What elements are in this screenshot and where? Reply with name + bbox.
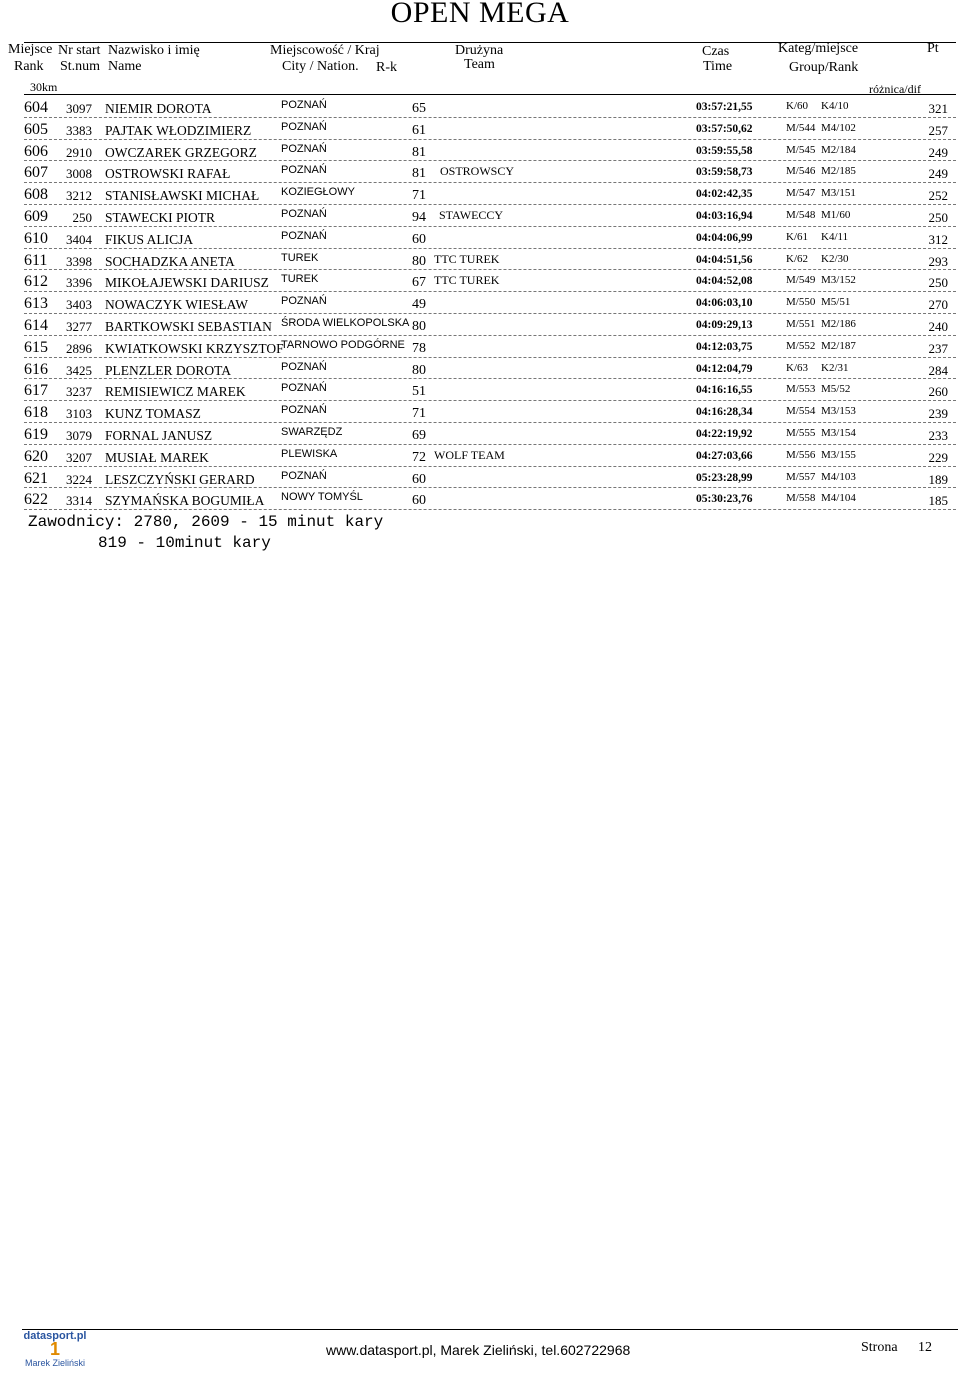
cell-group-rank: M4/103: [821, 470, 856, 483]
table-row: [24, 205, 956, 227]
cell-category: K/60: [786, 100, 808, 112]
cell-category: M/556: [786, 448, 816, 461]
cell-name: KWIATKOWSKI KRZYSZTOF: [105, 340, 284, 356]
table-row: [24, 467, 956, 489]
penalty-note-2: 819 - 10minut kary: [98, 534, 271, 552]
cell-points: 239: [928, 406, 948, 422]
cell-start-number: 3103: [66, 406, 92, 422]
cell-group-rank: K4/10: [821, 100, 849, 112]
cell-rank: 605: [24, 120, 48, 138]
cell-group-rank: M2/187: [821, 339, 856, 352]
header-rank-pl: Miejsce: [8, 42, 53, 57]
cell-city: POZNAŃ: [281, 404, 327, 417]
penalty-note-1: Zawodnicy: 2780, 2609 - 15 minut kary: [28, 513, 384, 531]
cell-rk: 71: [412, 188, 426, 204]
header-rk: R-k: [376, 60, 397, 75]
cell-time: 03:57:21,55: [696, 101, 753, 113]
header-city-pl: Miejscowość / Kraj: [270, 43, 380, 58]
cell-start-number: 3396: [66, 275, 92, 291]
cell-points: 252: [928, 188, 948, 204]
cell-category: M/548: [786, 209, 816, 221]
cell-time: 04:02:42,35: [696, 188, 753, 201]
cell-city: POZNAŃ: [281, 229, 327, 242]
cell-name: MUSIAŁ MAREK: [105, 449, 209, 465]
cell-points: 312: [928, 231, 948, 247]
cell-rk: 81: [412, 144, 426, 160]
cell-rank: 619: [24, 426, 48, 443]
cell-name: SZYMAŃSKA BOGUMIŁA: [105, 493, 265, 509]
cell-city: TUREK: [281, 273, 319, 286]
cell-start-number: 2910: [66, 144, 92, 160]
cell-rk: 80: [412, 253, 426, 269]
table-row: [24, 270, 956, 292]
cell-city: POZNAŃ: [281, 360, 327, 373]
cell-city: POZNAŃ: [281, 142, 327, 155]
cell-rank: 609: [24, 208, 48, 225]
cell-rk: 60: [412, 493, 426, 509]
cell-name: STANISŁAWSKI MICHAŁ: [105, 188, 260, 204]
cell-time: 03:59:55,58: [696, 144, 753, 157]
cell-time: 04:06:03,10: [696, 297, 753, 310]
cell-category: M/549: [786, 274, 816, 287]
cell-points: 249: [928, 144, 948, 160]
cell-group-rank: M4/102: [821, 121, 856, 134]
cell-rank: 613: [24, 295, 48, 313]
cell-rank: 621: [24, 469, 48, 487]
cell-rank: 608: [24, 186, 48, 204]
header-diff: różnica/dif: [869, 82, 921, 96]
cell-points: 237: [928, 340, 948, 356]
cell-time: 04:27:03,66: [696, 449, 753, 462]
header-team-en: Team: [464, 57, 495, 72]
cell-name: REMISIEWICZ MAREK: [105, 384, 246, 400]
cell-start-number: 3207: [66, 449, 92, 465]
cell-time: 05:30:23,76: [696, 493, 753, 506]
header-name-pl: Nazwisko i imię: [108, 43, 200, 58]
header-team-pl: Drużyna: [455, 43, 504, 58]
page-number: 12: [918, 1340, 932, 1355]
header-cat-en: Group/Rank: [789, 60, 859, 75]
header-time-en: Time: [703, 59, 733, 74]
cell-city: POZNAŃ: [281, 99, 327, 111]
cell-start-number: 3425: [66, 362, 92, 378]
cell-points: 233: [928, 428, 948, 443]
table-row: [24, 161, 956, 183]
header-nr-en: St.num: [60, 59, 101, 74]
cell-city: POZNAŃ: [281, 120, 327, 133]
cell-points: 185: [928, 493, 948, 509]
cell-group-rank: K2/31: [821, 361, 849, 374]
cell-group-rank: M3/154: [821, 427, 856, 439]
cell-points: 249: [928, 166, 948, 182]
cell-category: M/558: [786, 492, 816, 505]
cell-city: POZNAŃ: [281, 295, 327, 308]
cell-city: POZNAŃ: [281, 208, 327, 220]
cell-start-number: 3398: [66, 253, 92, 269]
header-city-en: City / Nation.: [282, 59, 359, 74]
cell-group-rank: M4/104: [821, 492, 856, 505]
cell-name: OWCZAREK GRZEGORZ: [105, 144, 257, 160]
cell-group-rank: M2/184: [821, 143, 856, 156]
table-row: [24, 379, 956, 401]
cell-name: NOWACZYK WIESŁAW: [105, 297, 249, 313]
cell-city: POZNAŃ: [281, 382, 327, 395]
cell-category: M/553: [786, 383, 816, 396]
cell-category: M/544: [786, 121, 816, 134]
cell-name: NIEMIR DOROTA: [105, 101, 212, 116]
table-row: [24, 488, 956, 510]
cell-city: PLEWISKA: [281, 447, 338, 460]
cell-time: 04:22:19,92: [696, 428, 753, 440]
cell-points: 321: [928, 101, 948, 116]
cell-rank: 614: [24, 317, 48, 334]
cell-group-rank: M3/155: [821, 448, 856, 461]
cell-group-rank: M1/60: [821, 209, 851, 221]
cell-points: 240: [928, 319, 948, 334]
cell-time: 04:12:03,75: [696, 340, 753, 353]
cell-team: WOLF TEAM: [434, 447, 505, 462]
cell-rank: 604: [24, 99, 48, 116]
cell-points: 229: [928, 449, 948, 465]
cell-rk: 67: [412, 275, 426, 291]
cell-rank: 607: [24, 164, 48, 182]
cell-rk: 78: [412, 340, 426, 356]
cell-rank: 606: [24, 142, 48, 160]
cell-start-number: 3212: [66, 188, 92, 204]
cell-time: 04:12:04,79: [696, 362, 753, 375]
cell-rk: 51: [412, 384, 426, 400]
cell-name: PAJTAK WŁODZIMIERZ: [105, 122, 252, 138]
cell-points: 260: [928, 384, 948, 400]
cell-group-rank: K4/11: [821, 230, 849, 243]
cell-group-rank: M5/51: [821, 296, 851, 309]
header-pt: Pt: [927, 41, 939, 56]
cell-start-number: 3224: [66, 471, 92, 487]
cell-rk: 80: [412, 362, 426, 378]
cell-rk: 72: [412, 449, 426, 465]
table-row: [24, 292, 956, 314]
cell-name: MIKOŁAJEWSKI DARIUSZ: [105, 275, 269, 291]
cell-category: M/547: [786, 187, 816, 200]
cell-rank: 618: [24, 404, 48, 422]
cell-team: OSTROWSCY: [440, 164, 515, 179]
cell-rank: 616: [24, 360, 48, 378]
cell-time: 04:16:16,55: [696, 384, 753, 397]
cell-start-number: 3314: [66, 493, 92, 509]
cell-city: KOZIEGŁOWY: [281, 186, 355, 199]
cell-group-rank: M3/153: [821, 405, 856, 418]
cell-group-rank: K2/30: [821, 252, 849, 265]
cell-time: 04:03:16,94: [696, 210, 753, 222]
cell-rk: 65: [412, 101, 426, 116]
cell-rk: 60: [412, 471, 426, 487]
table-row: [24, 140, 956, 162]
cell-name: STAWECKI PIOTR: [105, 210, 215, 225]
cell-time: 04:04:51,56: [696, 253, 753, 266]
cell-category: K/61: [786, 230, 808, 243]
cell-group-rank: M2/185: [821, 165, 856, 178]
cell-start-number: 3097: [66, 101, 92, 116]
cell-rank: 617: [24, 382, 48, 400]
cell-start-number: 3237: [66, 384, 92, 400]
table-row: [24, 118, 956, 140]
table-row: [24, 358, 956, 380]
cell-rk: 69: [412, 428, 426, 443]
cell-category: M/555: [786, 427, 816, 439]
datasport-logo: [22, 1330, 88, 1370]
cell-time: 03:57:50,62: [696, 122, 753, 135]
page-title: OPEN MEGA: [390, 0, 570, 29]
cell-time: 03:59:58,73: [696, 166, 753, 179]
cell-group-rank: M2/186: [821, 318, 856, 330]
logo-text-bottom: Marek Zieliński: [24, 1358, 85, 1368]
footer-contact: www.datasport.pl, Marek Zieliński, tel.602722968: [326, 1342, 631, 1358]
cell-start-number: 3079: [66, 428, 92, 443]
cell-rk: 71: [412, 406, 426, 422]
table-row: [24, 249, 956, 271]
cell-category: M/554: [786, 405, 816, 418]
cell-category: M/551: [786, 318, 816, 330]
cell-name: LESZCZYŃSKI GERARD: [105, 471, 255, 487]
cell-team: TTC TUREK: [434, 251, 500, 266]
cell-group-rank: M3/152: [821, 274, 856, 287]
cell-rk: 81: [412, 166, 426, 182]
header-top-rule: [24, 42, 956, 43]
cell-city: SWARZĘDZ: [281, 426, 343, 438]
table-row: [24, 401, 956, 423]
cell-city: TARNOWO PODGÓRNE: [281, 338, 405, 351]
cell-rk: 49: [412, 297, 426, 313]
table-row: [24, 96, 956, 118]
cell-category: M/552: [786, 339, 816, 352]
cell-points: 293: [928, 253, 948, 269]
cell-start-number: 3383: [66, 122, 92, 138]
cell-name: OSTROWSKI RAFAŁ: [105, 166, 231, 182]
cell-name: PLENZLER DOROTA: [105, 362, 232, 378]
cell-time: 04:16:28,34: [696, 406, 753, 419]
header-bottom-rule: [24, 94, 956, 95]
table-row: [24, 227, 956, 249]
cell-group-rank: M5/52: [821, 383, 851, 396]
cell-category: K/62: [786, 252, 808, 265]
header-distance: 30km: [30, 80, 58, 94]
cell-name: KUNZ TOMASZ: [105, 406, 201, 422]
cell-category: M/557: [786, 470, 816, 483]
cell-start-number: 250: [72, 210, 92, 225]
table-row: [24, 314, 956, 336]
table-row: [24, 336, 956, 358]
cell-time: 04:09:29,13: [696, 319, 753, 331]
cell-rank: 615: [24, 338, 48, 356]
header-rank-en: Rank: [14, 59, 44, 74]
cell-group-rank: M3/151: [821, 187, 856, 200]
cell-points: 257: [928, 122, 948, 138]
table-row: [24, 445, 956, 467]
cell-start-number: 2896: [66, 340, 92, 356]
cell-rk: 61: [412, 122, 426, 138]
cell-team: TTC TUREK: [434, 273, 500, 288]
cell-name: SOCHADZKA ANETA: [105, 253, 235, 269]
cell-rk: 60: [412, 231, 426, 247]
cell-city: ŚRODA WIELKOPOLSKA: [281, 317, 410, 329]
cell-points: 270: [928, 297, 948, 313]
cell-points: 250: [928, 210, 948, 225]
cell-city: POZNAŃ: [281, 469, 327, 482]
cell-rank: 611: [24, 251, 48, 269]
cell-rank: 612: [24, 273, 48, 291]
cell-rank: 610: [24, 229, 48, 247]
cell-category: M/550: [786, 296, 816, 309]
cell-city: POZNAŃ: [281, 164, 327, 177]
header-cat-pl: Kateg/miejsce: [778, 41, 859, 56]
cell-time: 04:04:52,08: [696, 275, 753, 288]
header-nr-pl: Nr start: [58, 43, 101, 58]
cell-rk: 80: [412, 319, 426, 334]
cell-name: BARTKOWSKI SEBASTIAN: [105, 319, 272, 334]
cell-city: TUREK: [281, 251, 319, 264]
cell-rank: 620: [24, 447, 48, 465]
table-row: [24, 423, 956, 445]
cell-team: STAWECCY: [439, 208, 504, 222]
cell-points: 250: [928, 275, 948, 291]
cell-rank: 622: [24, 491, 48, 509]
cell-start-number: 3403: [66, 297, 92, 313]
table-row: [24, 183, 956, 205]
cell-rk: 94: [412, 210, 426, 225]
header-name-en: Name: [108, 59, 142, 74]
cell-start-number: 3277: [66, 319, 92, 334]
footer-rule: [22, 1329, 958, 1330]
header-time-pl: Czas: [702, 44, 730, 59]
cell-category: K/63: [786, 361, 808, 374]
cell-category: M/545: [786, 143, 816, 156]
cell-name: FORNAL JANUSZ: [105, 428, 213, 443]
cell-city: NOWY TOMYŚL: [281, 491, 363, 504]
logo-text-mid: 1: [49, 1339, 60, 1359]
page-label: Strona: [861, 1340, 898, 1355]
cell-start-number: 3008: [66, 166, 92, 182]
logo-text-top: datasport.pl: [23, 1330, 87, 1342]
cell-time: 04:04:06,99: [696, 231, 753, 244]
cell-name: FIKUS ALICJA: [105, 231, 194, 247]
cell-category: M/546: [786, 165, 816, 178]
cell-time: 05:23:28,99: [696, 471, 753, 484]
cell-points: 284: [928, 362, 948, 378]
cell-start-number: 3404: [66, 231, 92, 247]
cell-points: 189: [928, 471, 948, 487]
